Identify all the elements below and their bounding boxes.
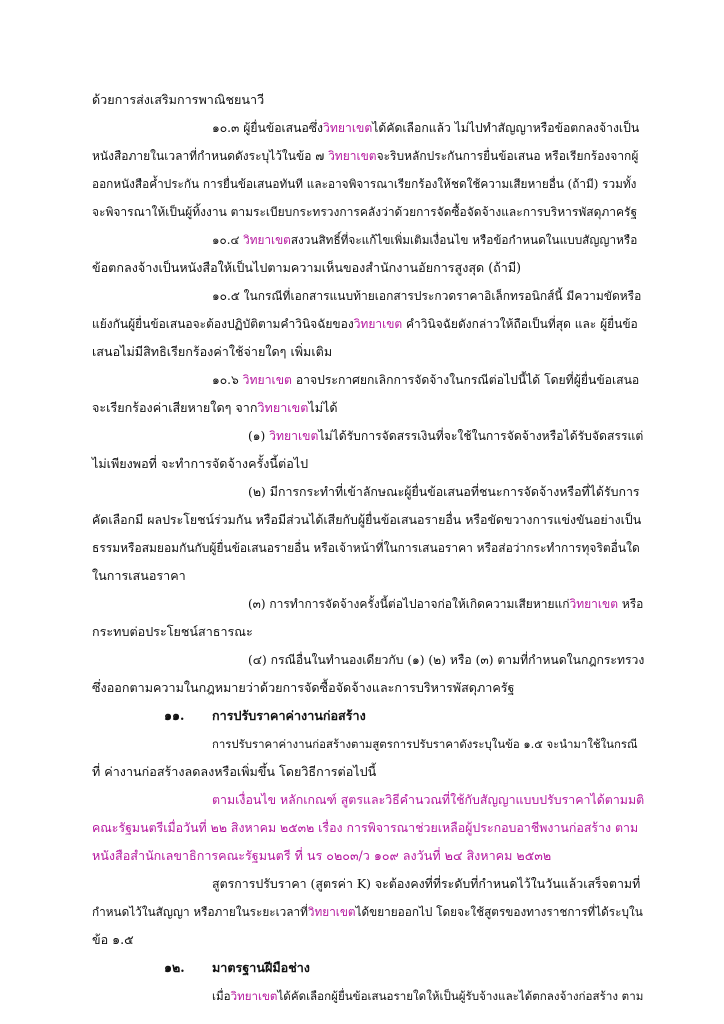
item-3-line-1: (๓) การทำการจัดจ้างครั้งนี้ต่อไปอาจก่อให้เกิดความเสียหายแก่วิทยาเขต หรือ	[248, 597, 644, 611]
item-3-line-2: กระทบต่อประโยชน์สาธารณะ	[92, 624, 253, 639]
section-12-title: มาตรฐานฝีมือช่าง	[212, 960, 310, 975]
item-1-line-2: ไม่เพียงพอที่ จะทำการจัดจ้างครั้งนี้ต่อไป	[92, 456, 309, 471]
section-11-highlight-line-3: หนังสือสำนักเลขาธิการคณะรัฐมนตรี ที่ นร ๐๒๐๓/ว ๑๐๙ ลงวันที่ ๒๔ สิงหาคม ๒๕๓๒	[92, 848, 552, 863]
item-2-line-2: คัดเลือกมี ผลประโยชน์ร่วมกัน หรือมีส่วนได้เสียกับผู้ยื่นข้อเสนอรายอื่น หรือขัดขวางการแข่งขันอย่างเป็น	[92, 512, 642, 527]
item-2-line-1: (๒) มีการกระทำที่เข้าลักษณะผู้ยื่นข้อเสนอที่ชนะการจัดจ้างหรือที่ได้รับการ	[248, 484, 640, 499]
item-1-line-1: (๑) วิทยาเขตไม่ได้รับการจัดสรรเงินที่จะใช้ในการจัดจ้างหรือได้รับจัดสรรแต่	[248, 429, 644, 443]
clause-10-3-line-2: หนังสือภายในเวลาที่กำหนดดังระบุไว้ในข้อ ๗ วิทยาเขตจะริบหลักประกันการยื่นข้อเสนอ หรือเรียกร้องจากผู้	[92, 149, 639, 163]
clause-10-4-line-1: ๑๐.๔ วิทยาเขตสงวนสิทธิ์ที่จะแก้ไขเพิ่มเติมเงื่อนไข หรือข้อกำหนดในแบบสัญญาหรือ	[212, 233, 638, 247]
clause-10-3-line-4: จะพิจารณาให้เป็นผู้ทิ้งงาน ตามระเบียบกระทรวงการคลังว่าด้วยการจัดซื้อจัดจ้างและการบริหารพัสดุภาครัฐ	[92, 205, 638, 219]
item-2-line-3: ธรรมหรือสมยอมกันกับผู้ยื่นข้อเสนอรายอื่น หรือเจ้าหน้าที่ในการเสนอราคา หรือส่อว่ากระทำการทุจริตอื่นใด	[92, 541, 640, 555]
clause-10-4-line-2: ข้อตกลงจ้างเป็นหนังสือให้เป็นไปตามความเห็นของสำนักงานอัยการสูงสุด (ถ้ามี)	[92, 260, 522, 275]
section-11-highlight-line-1: ตามเงื่อนไข หลักเกณฑ์ สูตรและวิธีคำนวณที่ใช้กับสัญญาแบบปรับราคาได้ตามมติ	[212, 792, 645, 807]
item-4-line-1: (๔) กรณีอื่นในทำนองเดียวกับ (๑) (๒) หรือ (๓) ตามที่กำหนดในกฎกระทรวง	[248, 653, 645, 667]
item-2-line-4: ในการเสนอราคา	[92, 568, 186, 583]
section-11-highlight-line-2: คณะรัฐมนตรีเมื่อวันที่ ๒๒ สิงหาคม ๒๕๓๒ เรื่อง การพิจารณาช่วยเหลือผู้ประกอบอาชีพงานก่อสร้าง ตาม	[92, 820, 639, 835]
section-11-formula-line-1: สูตรการปรับราคา (สูตรค่า K) จะต้องคงที่ที่ระดับที่กำหนดไว้ในวันแล้วเสร็จตามที่	[212, 876, 641, 891]
section-11-formula-line-2: กำหนดไว้ในสัญญา หรือภายในระยะเวลาที่วิทยาเขตได้ขยายออกไป โดยจะใช้สูตรของทางราชการที่ได้ระบุใน	[92, 905, 643, 919]
section-12-number: ๑๒.	[164, 960, 185, 975]
section-11-line-1: การปรับราคาค่างานก่อสร้างตามสูตรการปรับราคาดังระบุในข้อ ๑.๕ จะนำมาใช้ในกรณี	[212, 737, 638, 751]
clause-10-5-line-3: เสนอไม่มีสิทธิเรียกร้องค่าใช้จ่ายใดๆ เพิ่มเติม	[92, 344, 333, 359]
clause-10-5-line-2: แย้งกันผู้ยื่นข้อเสนอจะต้องปฏิบัติตามคำวินิจฉัยของวิทยาเขต คำวินิจฉัยดังกล่าวให้ถือเป็นที่สุด และ ผู้ยื่นข้อ	[92, 317, 638, 331]
section-12-line-1: เมื่อวิทยาเขตได้คัดเลือกผู้ยื่นข้อเสนอรายใดให้เป็นผู้รับจ้างและได้ตกลงจ้างก่อสร้าง ตาม	[212, 989, 644, 1003]
clause-10-3-line-3: ออกหนังสือค้ำประกัน การยื่นข้อเสนอทันที และอาจพิจารณาเรียกร้องให้ชดใช้ความเสียหายอื่น (ถ้ามี) รวมทั้ง	[92, 177, 637, 191]
clause-10-3-line-1: ๑๐.๓ ผู้ยื่นข้อเสนอซึ่งวิทยาเขตได้คัดเลือกแล้ว ไม่ไปทำสัญญาหรือข้อตกลงจ้างเป็น	[212, 121, 640, 135]
section-11-line-2: ที่ ค่างานก่อสร้างลดลงหรือเพิ่มขึ้น โดยวิธีการต่อไปนี้	[92, 764, 377, 779]
item-4-line-2: ซึ่งออกตามความในกฎหมายว่าด้วยการจัดซื้อจัดจ้างและการบริหารพัสดุภาครัฐ	[92, 680, 515, 695]
section-11-formula-line-3: ข้อ ๑.๕	[92, 932, 134, 947]
section-11-title: การปรับราคาค่างานก่อสร้าง	[212, 708, 366, 723]
clause-10-6-line-1: ๑๐.๖ วิทยาเขต อาจประกาศยกเลิกการจัดจ้างในกรณีต่อไปนี้ได้ โดยที่ผู้ยื่นข้อเสนอ	[212, 373, 640, 387]
intro-line: ด้วยการส่งเสริมการพาณิชยนาวี	[92, 92, 265, 107]
clause-10-5-line-1: ๑๐.๕ ในกรณีที่เอกสารแนบท้ายเอกสารประกวดราคาอิเล็กทรอนิกส์นี้ มีความขัดหรือ	[212, 289, 642, 303]
clause-10-6-line-2: จะเรียกร้องค่าเสียหายใดๆ จากวิทยาเขตไม่ได้	[92, 400, 338, 415]
section-11-number: ๑๑.	[164, 708, 185, 723]
